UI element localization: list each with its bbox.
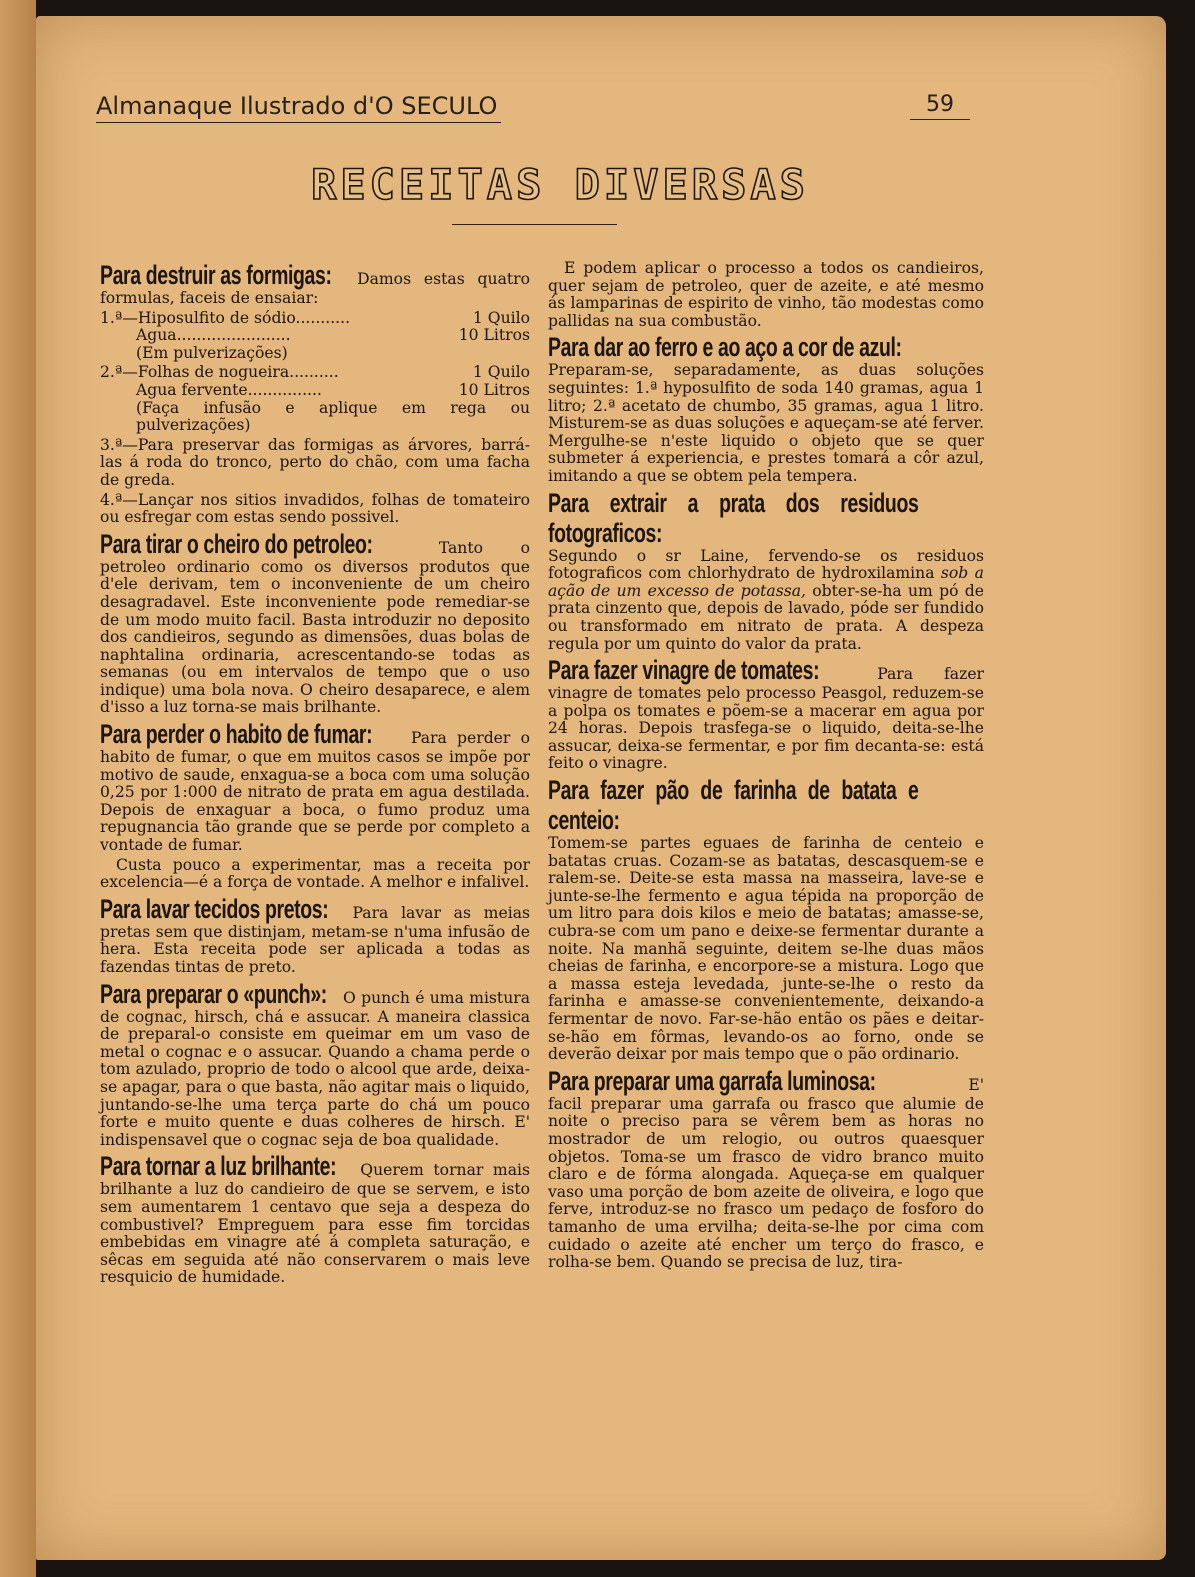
formula-qty: 10 Litros xyxy=(458,326,530,345)
formula-item-4: 4.ª—Lançar nos sitios invadidos, folhas de tomateiro ou esfregar com estas sendo possivel. xyxy=(100,490,530,527)
prata-text-b: obter-se-ha um pó de prata cinzento que, depois de lavado, póde ser fundido ou transformado em nitrato de prata. A despeza regula por um quinto do valor da prata. xyxy=(548,581,984,653)
left-column xyxy=(100,260,530,1289)
formula-qty: 1 Quilo xyxy=(472,363,530,382)
formula-item-3: 3.ª—Para preservar das formigas as árvores, barrá-las á roda do tronco, perto do chão, com uma facha de greda. xyxy=(100,435,530,489)
formula-note: (Faça infusão e aplique em rega ou pulverizações) xyxy=(136,398,530,435)
section-vinagre xyxy=(548,655,984,773)
formula-row xyxy=(100,327,530,345)
heading-ferro: Para dar ao ferro e ao aço a cor de azul: xyxy=(548,332,902,363)
running-title: Almanaque Ilustrado d'O SECULO xyxy=(96,92,501,123)
formula-item: Agua fervente............... xyxy=(136,380,322,399)
section-formigas xyxy=(100,260,530,308)
vinagre-text: Para fazer vinagre de tomates pelo processo Peasgol, reduzem-se a polpa os tomates e põem-se a macerar em agua por 24 horas. Depois trasfega-se o liquido, deita-se-lhe assucar, deixa-se fermentar, e por fim decanta-se: está feito o vinagre. xyxy=(548,665,984,773)
heading-tecidos: Para lavar tecidos pretos: xyxy=(100,893,329,924)
heading-formigas: Para destruir as formigas: xyxy=(100,260,332,290)
fumar-text: Para perder o habito de fumar, o que em muitos casos se impõe por motivo de saude, enxagua-se a boca com uma solução 0,25 por 1:000 de nitrato de prata em agua destilada. Depois de enxaguar a boca, o fumo produz uma repugnancia tão grande que se perde por completo a vontade de fumar. xyxy=(100,729,530,855)
section-garrafa xyxy=(548,1066,984,1272)
right-column xyxy=(548,260,984,1274)
luz-text: Querem tornar mais brilhante a luz do candieiro de que se servem, e isto sem aumentarem 1 centavo que seja a despeza do combustivel? Empreguem para esse fim torcidas embebidas em vinagre até á completa saturação, e sêcas em seguida até não conservarem o mais leve resquicio de humidade. xyxy=(100,1161,530,1287)
prata-text-italic: sob a ação de um excesso de potassa, xyxy=(548,564,984,600)
fumar-text-2: Custa pouco a experimentar, mas a receita por excelencia—é a força de vontade. A melhor e infalivel. xyxy=(100,855,530,892)
prata-text-a: Segundo o sr Laine, fervendo-se os residuos fotograficos com chlorhydrato de hydroxilamina xyxy=(548,546,984,583)
heading-fumar: Para perder o habito de fumar: xyxy=(100,719,373,750)
section-punch xyxy=(100,979,530,1150)
formula-row xyxy=(100,364,530,382)
formula-item: Agua....................... xyxy=(136,326,291,345)
petroleo-text: Tanto o petroleo ordinario como os diversos produtos que d'ele derivam, tem o inconveniente de um cheiro desagradavel. Este inconveniente pode remediar-se de um modo muito facil. Basta introduzir no deposito dos candieiros, segundo as dimensões, duas bolas de naphtalina ordinaria, acrescentando-se todas as semanas (ou em intervalos de tempo que o uso indique) uma bola nova. O cheiro desaparece, e alem d'isso a luz torna-se mais brilhante. xyxy=(100,538,530,717)
tecidos-text: Para lavar as meias pretas sem que distinjam, metam-se n'uma infusão de hera. Esta receita pode ser aplicada a todas as fazendas tintas de preto. xyxy=(100,903,530,976)
garrafa-text: E' facil preparar uma garrafa ou frasco que alumie de noite o preciso para se vêrem bem as horas no mostrador de um relogio, ou outros quaesquer objetos. Toma-se um frasco de vidro branco muito claro e de fórma alongada. Aqueça-se em qualquer vaso uma porção de bom azeite de oliveira, e logo que ferve, introduz-se no frasco um pedaço de fosforo do tamanho de uma ervilha; deita-se-lhe por cima com cuidado o azeite até encher um terço do frasco, e rolha-se bem. Quando se precisa de luz, tira- xyxy=(548,1075,984,1272)
heading-garrafa: Para preparar uma garrafa luminosa: xyxy=(548,1065,876,1096)
title-divider xyxy=(452,224,617,225)
heading-pao: Para fazer pão de farinha de batata e centeio: xyxy=(548,775,919,836)
candieiros-text: E podem aplicar o processo a todos os candieiros, quer sejam de petroleo, quer de azeite, e até mesmo ás lamparinas de espirito de vinho, tão modestas como pallidas na sua combustão. xyxy=(548,259,984,330)
section-pao xyxy=(548,775,984,1064)
formula-item: 2.ª—Folhas de nogueira.......... xyxy=(100,363,339,382)
formula-note: (Em pulverizações) xyxy=(136,343,288,362)
section-fumar xyxy=(100,719,530,855)
formula-qty: 1 Quilo xyxy=(472,308,530,327)
heading-punch: Para preparar o «punch»: xyxy=(100,978,327,1009)
section-tecidos xyxy=(100,894,530,977)
formula-row xyxy=(100,382,530,400)
heading-prata: Para extrair a prata dos residuos fotograficos: xyxy=(548,487,919,548)
formula-row xyxy=(100,310,530,328)
heading-petroleo: Para tirar o cheiro do petroleo: xyxy=(100,528,373,559)
section-petroleo xyxy=(100,529,530,717)
page-number: 59 xyxy=(910,92,970,120)
section-luz xyxy=(100,1151,530,1287)
punch-text: O punch é uma mistura de cognac, hirsch, chá e assucar. A maneira classica de preparal-o consiste em queimar em um vaso de metal o cognac e o assucar. Quando a chama perde o tom azulado, proprio de todo o alcool que arde, deixa-se apagar, para o que basta, não agitar mais o liquido, juntando-se-lhe uma terça parte do chá um pouco forte e muito quente e duas colheres de hirsch. E' indispensavel que o cognac seja de boa qualidade. xyxy=(100,988,530,1149)
formigas-intro: Damos estas quatro formulas, faceis de ensaiar: xyxy=(100,270,530,307)
page-title: RECEITAS DIVERSAS xyxy=(311,160,809,209)
formula-qty: 10 Litros xyxy=(458,380,530,399)
heading-luz: Para tornar a luz brilhante: xyxy=(100,1151,337,1182)
page-edge xyxy=(0,0,36,1577)
formula-item: 1.ª—Hiposulfito de sódio........... xyxy=(100,308,351,327)
section-prata xyxy=(548,488,984,654)
heading-vinagre: Para fazer vinagre de tomates: xyxy=(548,655,820,686)
section-ferro xyxy=(548,332,984,485)
ferro-text: Preparam-se, separadamente, as duas soluções seguintes: 1.ª hyposulfito de soda 140 gramas, agua 1 litro; 2.ª acetato de chumbo, 35 gramas, agua 1 litro. Misturem-se as duas soluções e aqueçam-se até ferver. Mergulhe-se n'este liquido o objeto que se quer submeter á experiencia, e prestes tomará a côr azul, imitando a que se obtem pela tempera. xyxy=(548,361,984,485)
pao-text: Tomem-se partes eguaes de farinha de centeio e batatas cruas. Cozam-se as batatas, descasquem-se e ralem-se. Deite-se esta massa na masseira, lave-se e junte-se-lhe fermento e agua tépida na proporção de um litro para dois kilos e meio de batatas; amasse-se, cubra-se com um pano e deixe-se fermentar durante a noite. Na manhã seguinte, deitem se-lhe duas mãos cheias de farinha, e encorpore-se a mistura. Logo que a massa esteja levedada, junte-se-lhe o resto da farinha e amasse-se convenientemente, deixando-a fermentar de novo. Far-se-hão então os pães e deitar-se-hão em fôrmas, levando-os ao forno, onde se deverão deixar por mais tempo que o pão ordinario. xyxy=(548,834,984,1064)
